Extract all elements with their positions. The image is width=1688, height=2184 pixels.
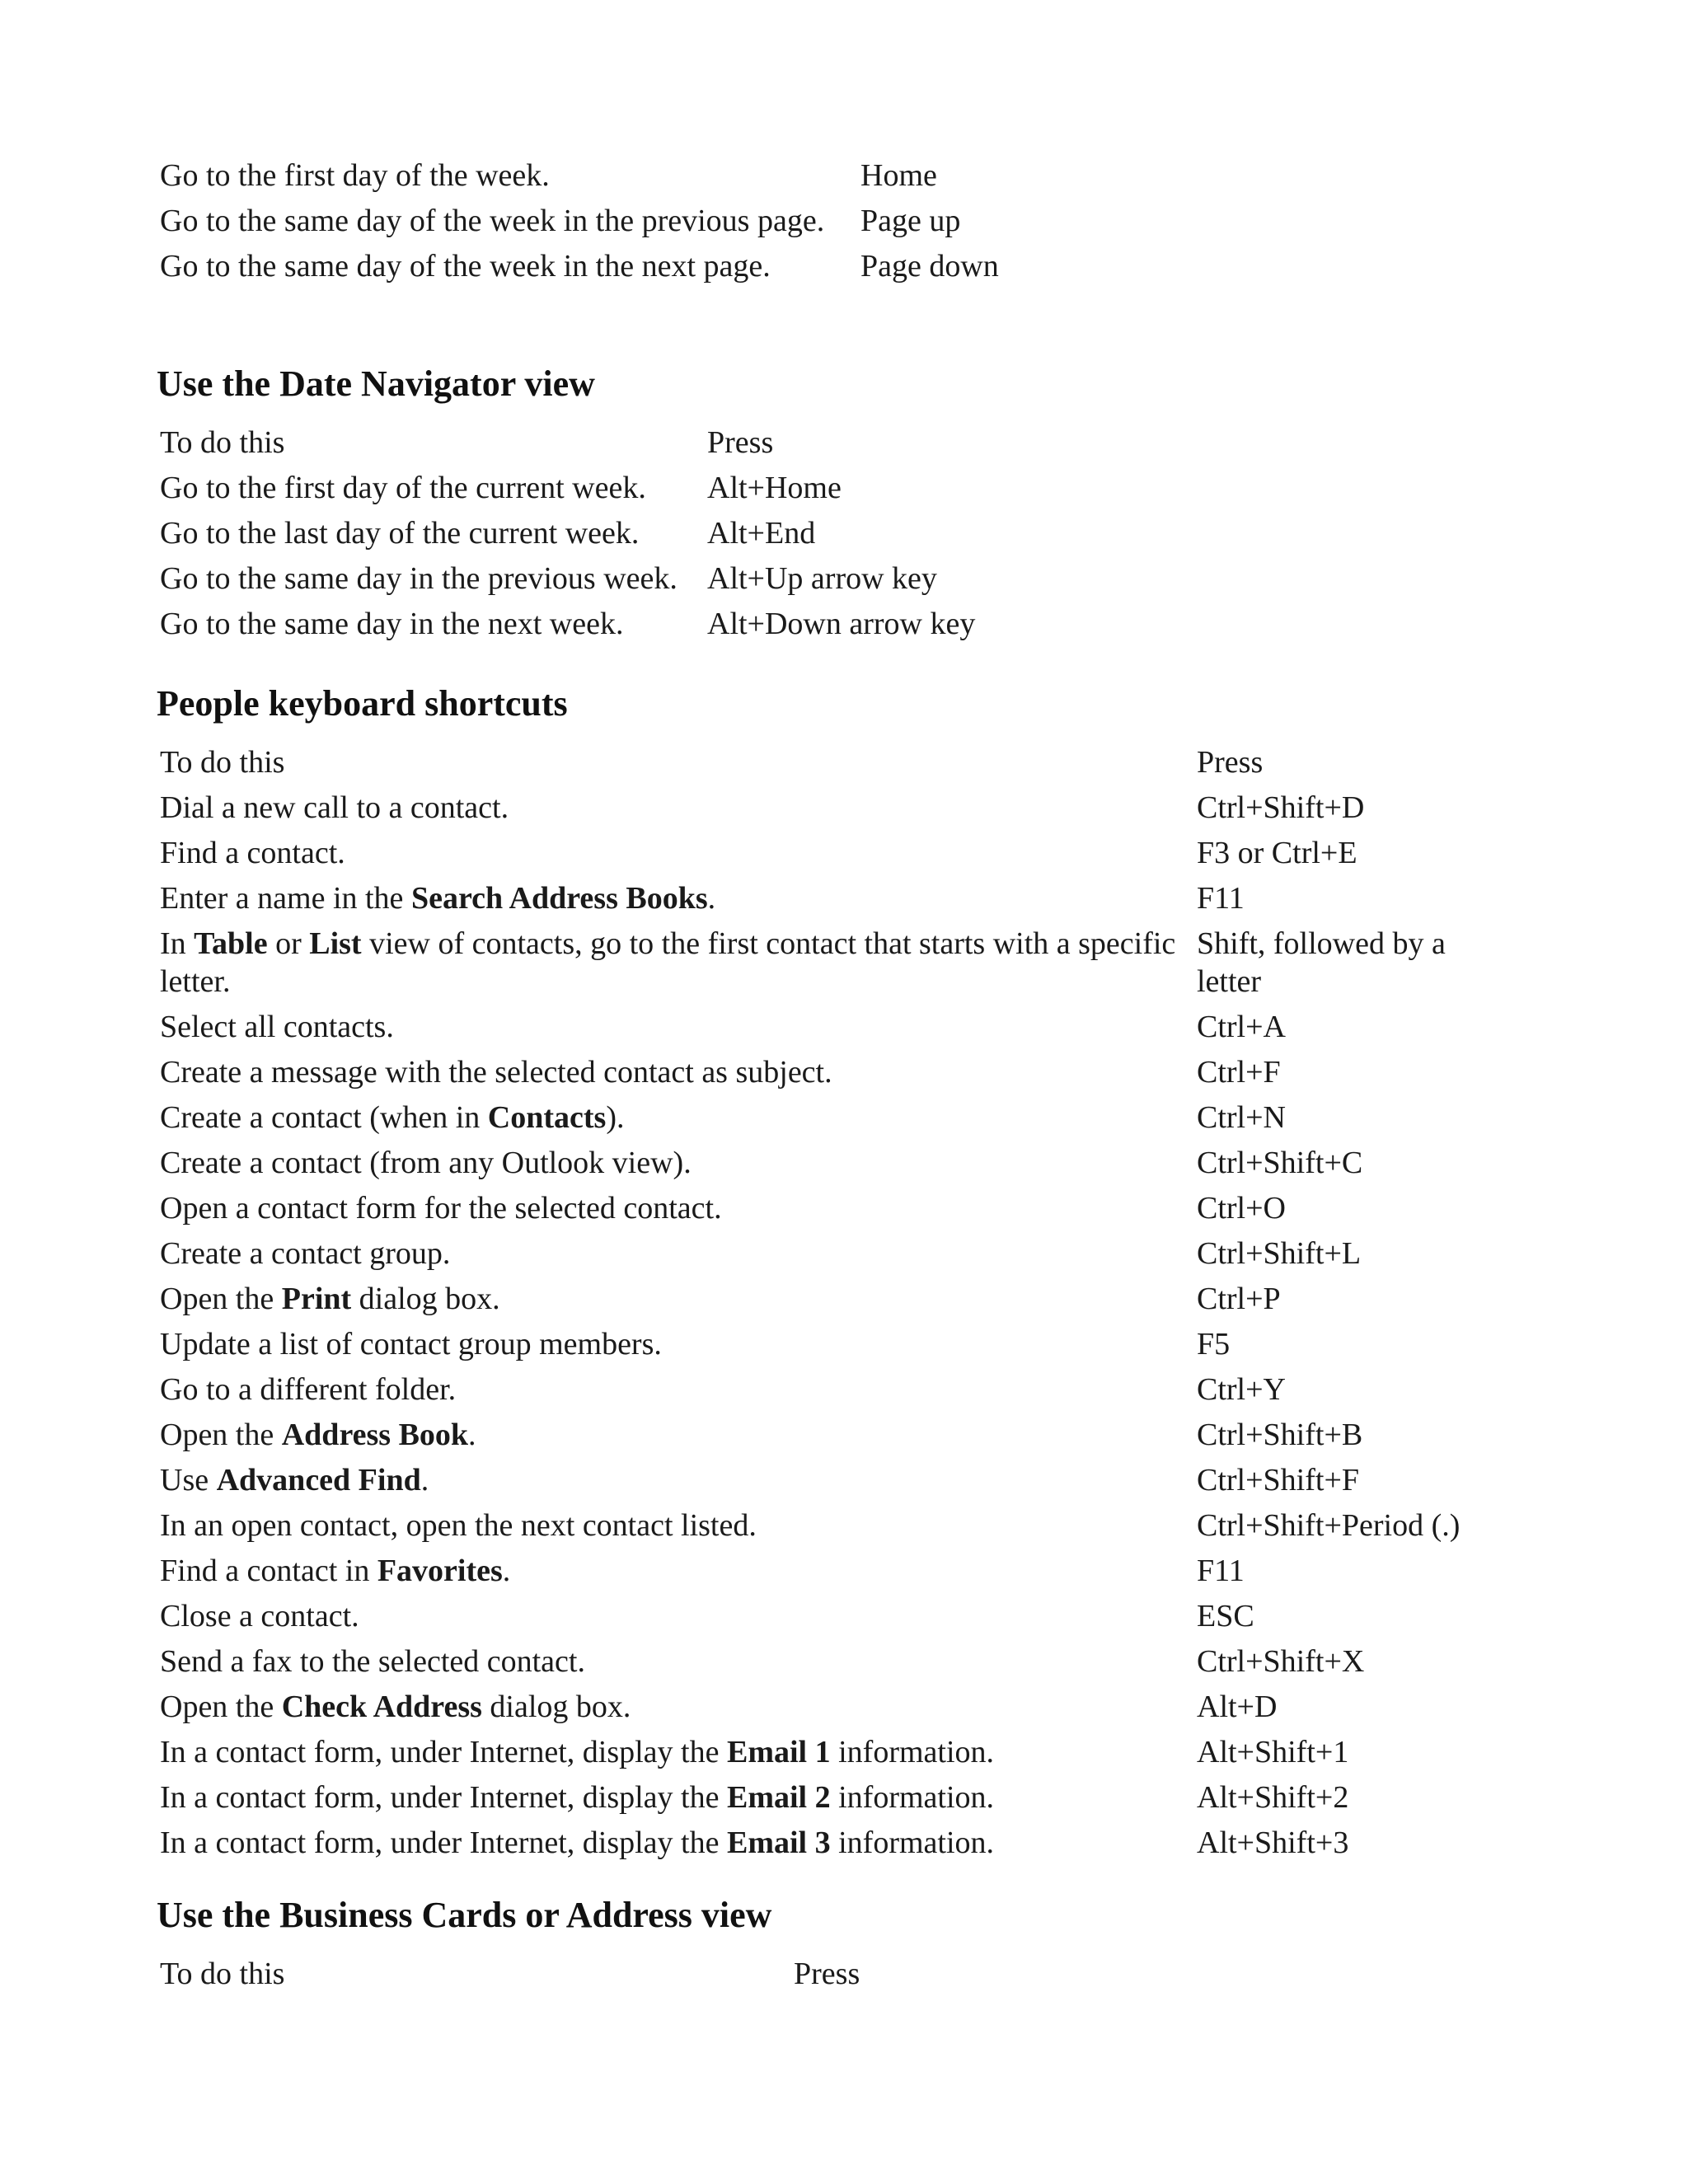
table-row bbox=[157, 1189, 1510, 1235]
header-action-cell: To do this bbox=[160, 1957, 285, 1991]
keys-cell: F5 bbox=[1197, 1327, 1231, 1361]
table-row bbox=[157, 789, 1510, 834]
table-row bbox=[157, 1824, 1510, 1869]
action-cell: Go to the same day in the previous week. bbox=[160, 561, 678, 596]
action-cell: Select all contacts. bbox=[160, 1010, 394, 1044]
action-text: Open the bbox=[160, 1282, 282, 1316]
action-cell: Send a fax to the selected contact. bbox=[160, 1644, 585, 1679]
shortcut-table bbox=[157, 424, 1020, 650]
action-cell bbox=[157, 1688, 1193, 1733]
action-cell: Go to the same day of the week in the previous page. bbox=[160, 204, 825, 238]
keys-cell: Alt+D bbox=[1197, 1690, 1278, 1724]
table-row bbox=[157, 1053, 1510, 1099]
table-row bbox=[157, 605, 1020, 650]
action-cell bbox=[157, 1552, 1193, 1597]
table-header-row bbox=[157, 743, 1510, 789]
action-text: In a contact form, under Internet, display the bbox=[160, 1825, 727, 1860]
action-text: In a contact form, under Internet, display the bbox=[160, 1780, 727, 1815]
action-text: In bbox=[160, 926, 195, 961]
action-text: dialog box. bbox=[351, 1282, 500, 1316]
action-text: information. bbox=[830, 1825, 995, 1860]
action-cell bbox=[157, 1733, 1193, 1779]
ui-term: Table bbox=[194, 926, 268, 961]
keys-cell: Home bbox=[860, 158, 937, 193]
table-row bbox=[157, 1325, 1510, 1371]
action-cell: Go to the first day of the current week. bbox=[160, 471, 646, 505]
ui-term: Advanced Find bbox=[216, 1463, 421, 1497]
keys-cell: Alt+Shift+2 bbox=[1197, 1780, 1349, 1815]
header-keys-cell: Press bbox=[794, 1957, 860, 1991]
shortcut-table bbox=[157, 1955, 1107, 2000]
ui-term: Favorites bbox=[377, 1554, 503, 1588]
table-row bbox=[157, 879, 1510, 925]
action-cell: In an open contact, open the next contact listed. bbox=[160, 1508, 757, 1543]
table-row bbox=[157, 202, 1141, 247]
table-row bbox=[157, 1507, 1510, 1552]
keys-cell: Ctrl+Shift+D bbox=[1197, 790, 1365, 825]
ui-term: Print bbox=[281, 1282, 352, 1316]
table-row bbox=[157, 1643, 1510, 1688]
action-cell bbox=[157, 1461, 1193, 1507]
action-cell: Go to a different folder. bbox=[160, 1372, 457, 1407]
table-row bbox=[157, 925, 1510, 1008]
ui-term: Email 2 bbox=[726, 1780, 831, 1815]
section-heading: People keyboard shortcuts bbox=[157, 683, 568, 724]
ui-term: Email 3 bbox=[726, 1825, 831, 1860]
keys-cell: ESC bbox=[1197, 1599, 1254, 1633]
action-text: Open the bbox=[160, 1690, 282, 1724]
table-row bbox=[157, 1552, 1510, 1597]
table-row bbox=[157, 1461, 1510, 1507]
action-cell: Create a message with the selected contact as subject. bbox=[160, 1055, 832, 1090]
keys-cell: Page up bbox=[860, 204, 961, 238]
header-keys-cell: Press bbox=[707, 425, 774, 460]
ui-term: List bbox=[309, 926, 362, 961]
action-cell: Close a contact. bbox=[160, 1599, 359, 1633]
action-text: . bbox=[468, 1418, 476, 1452]
section-heading: Use the Business Cards or Address view bbox=[157, 1895, 772, 1935]
keys-cell: Alt+End bbox=[707, 516, 816, 551]
keys-cell: Ctrl+Shift+L bbox=[1197, 1236, 1362, 1271]
table-row bbox=[157, 1416, 1510, 1461]
action-cell: Create a contact group. bbox=[160, 1236, 451, 1271]
keys-cell: Ctrl+Shift+F bbox=[1197, 1463, 1360, 1497]
action-cell bbox=[157, 1416, 1193, 1461]
table-row bbox=[157, 1779, 1510, 1824]
action-text: dialog box. bbox=[481, 1690, 631, 1724]
action-text: . bbox=[707, 881, 716, 916]
keys-cell: Ctrl+O bbox=[1197, 1191, 1286, 1226]
action-cell bbox=[157, 879, 1193, 925]
table-header-row bbox=[157, 424, 1020, 469]
date-navigator-section bbox=[157, 361, 1020, 650]
shortcut-table bbox=[157, 743, 1510, 1869]
keys-cell: Ctrl+F bbox=[1197, 1055, 1281, 1090]
keys-cell: F11 bbox=[1197, 1554, 1245, 1588]
action-cell bbox=[157, 1280, 1193, 1325]
action-text: . bbox=[420, 1463, 429, 1497]
keys-cell: Ctrl+Shift+C bbox=[1197, 1146, 1363, 1180]
keys-cell: Alt+Shift+3 bbox=[1197, 1825, 1349, 1860]
action-cell: Dial a new call to a contact. bbox=[160, 790, 509, 825]
table-row bbox=[157, 157, 1141, 202]
ui-term: Address Book bbox=[281, 1418, 469, 1452]
table-row bbox=[157, 469, 1020, 514]
action-text: . bbox=[502, 1554, 511, 1588]
action-cell: Go to the same day of the week in the next page. bbox=[160, 249, 771, 284]
action-cell: Go to the last day of the current week. bbox=[160, 516, 640, 551]
header-action-cell: To do this bbox=[160, 425, 285, 460]
action-cell bbox=[157, 1824, 1193, 1869]
action-cell: Go to the first day of the week. bbox=[160, 158, 550, 193]
ui-term: Check Address bbox=[281, 1690, 482, 1724]
action-cell bbox=[157, 925, 1193, 1008]
action-text: Enter a name in the bbox=[160, 881, 411, 916]
action-text: ). bbox=[606, 1100, 625, 1135]
keys-cell: Alt+Down arrow key bbox=[707, 607, 976, 641]
table-row bbox=[157, 1733, 1510, 1779]
keys-cell: F3 or Ctrl+E bbox=[1197, 836, 1357, 870]
action-text: information. bbox=[830, 1780, 995, 1815]
table-row bbox=[157, 1099, 1510, 1144]
header-keys-cell: Press bbox=[1197, 745, 1264, 780]
table-row bbox=[157, 1688, 1510, 1733]
table-row bbox=[157, 1235, 1510, 1280]
action-text: Create a contact (when in bbox=[160, 1100, 488, 1135]
keys-cell: Ctrl+Shift+Period (.) bbox=[1197, 1508, 1461, 1543]
action-cell: Find a contact. bbox=[160, 836, 345, 870]
keys-cell: Ctrl+Shift+B bbox=[1197, 1418, 1363, 1452]
table-row bbox=[157, 1371, 1510, 1416]
keys-cell: Page down bbox=[860, 249, 999, 284]
shortcut-table bbox=[157, 157, 1141, 293]
action-cell: Open a contact form for the selected contact. bbox=[160, 1191, 722, 1226]
action-text: Find a contact in bbox=[160, 1554, 377, 1588]
table-row bbox=[157, 1144, 1510, 1189]
table-row bbox=[157, 1008, 1510, 1053]
keys-cell: Ctrl+Shift+X bbox=[1197, 1644, 1365, 1679]
table-row bbox=[157, 247, 1141, 293]
header-action-cell: To do this bbox=[160, 745, 285, 780]
calendar-shortcuts-continued bbox=[157, 157, 1141, 293]
table-row bbox=[157, 560, 1020, 605]
action-text: view of contacts, go to the first contact that starts with a specific letter. bbox=[160, 926, 1176, 999]
action-text: or bbox=[267, 926, 310, 961]
keys-cell: Ctrl+A bbox=[1197, 1010, 1286, 1044]
table-header-row bbox=[157, 1955, 1107, 2000]
table-row bbox=[157, 514, 1020, 560]
action-cell: Create a contact (from any Outlook view). bbox=[160, 1146, 692, 1180]
action-text: information. bbox=[830, 1735, 995, 1769]
keys-cell: Alt+Up arrow key bbox=[707, 561, 937, 596]
action-text: Use bbox=[160, 1463, 217, 1497]
action-text: Open the bbox=[160, 1418, 282, 1452]
ui-term: Search Address Books bbox=[410, 881, 708, 916]
keys-cell: Ctrl+P bbox=[1197, 1282, 1281, 1316]
keys-cell: Alt+Home bbox=[707, 471, 842, 505]
action-cell bbox=[157, 1099, 1193, 1144]
keys-cell: Alt+Shift+1 bbox=[1197, 1735, 1349, 1769]
people-shortcuts-section bbox=[157, 681, 1510, 1869]
ui-term: Contacts bbox=[487, 1100, 607, 1135]
table-row bbox=[157, 834, 1510, 879]
section-heading: Use the Date Navigator view bbox=[157, 363, 595, 404]
action-cell: Update a list of contact group members. bbox=[160, 1327, 662, 1361]
keys-cell: Shift, followed by a letter bbox=[1197, 926, 1446, 999]
keys-cell: F11 bbox=[1197, 881, 1245, 916]
keys-cell: Ctrl+N bbox=[1197, 1100, 1286, 1135]
action-cell: Go to the same day in the next week. bbox=[160, 607, 624, 641]
action-text: In a contact form, under Internet, display the bbox=[160, 1735, 727, 1769]
action-cell bbox=[157, 1779, 1193, 1824]
table-row bbox=[157, 1280, 1510, 1325]
business-cards-section bbox=[157, 1892, 1107, 2000]
table-row bbox=[157, 1597, 1510, 1643]
keys-cell: Ctrl+Y bbox=[1197, 1372, 1286, 1407]
ui-term: Email 1 bbox=[726, 1735, 831, 1769]
